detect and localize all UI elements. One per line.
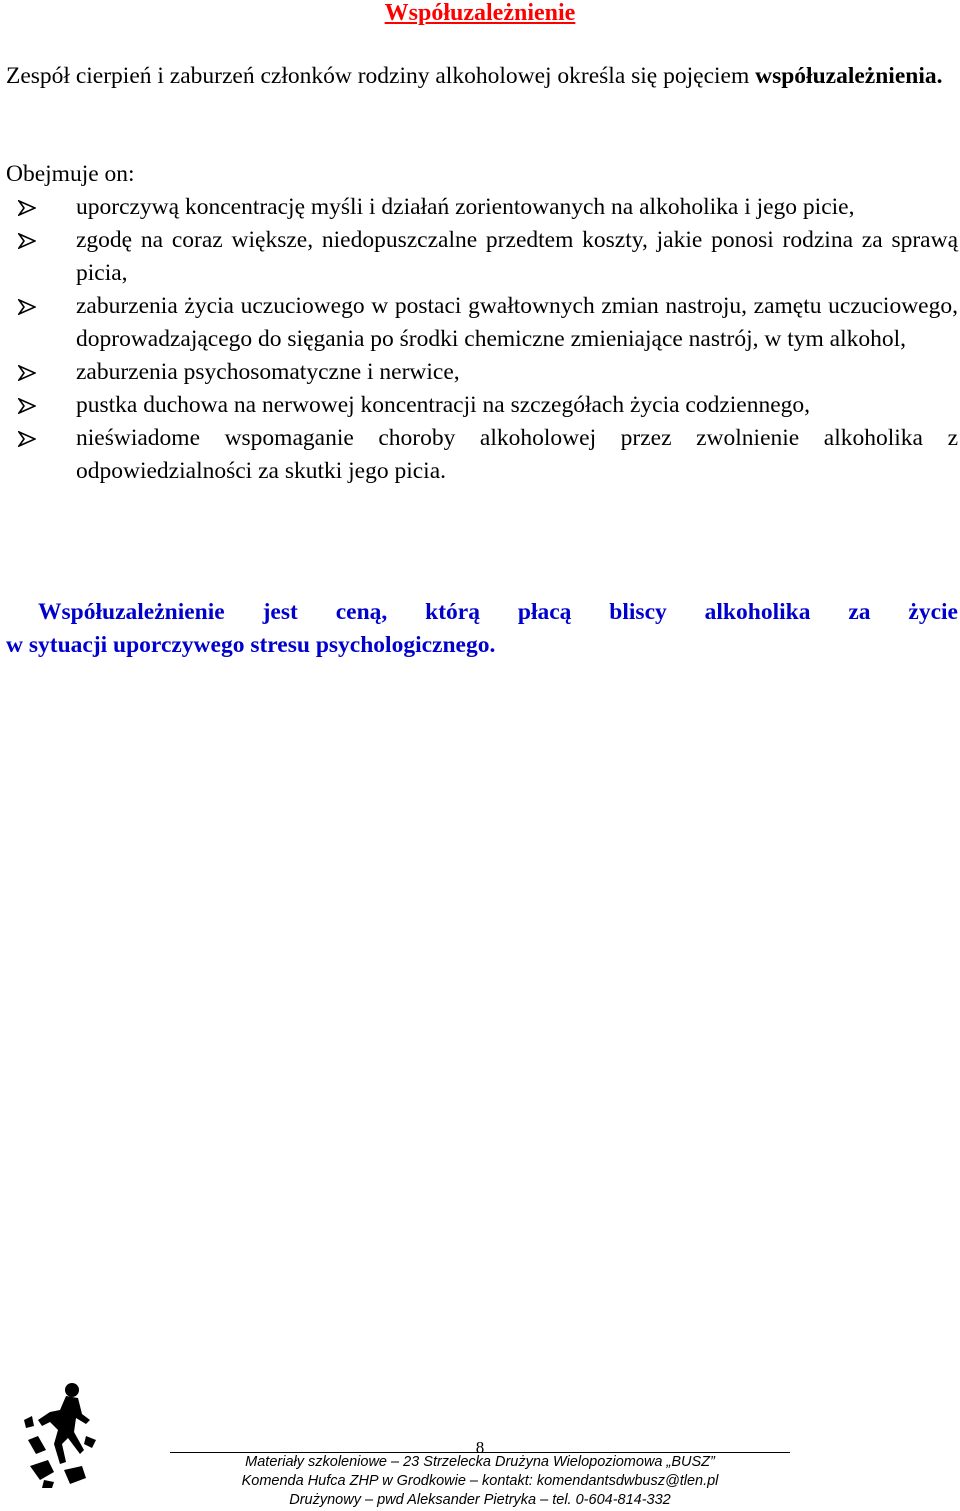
- arrowhead-bullet-icon: [18, 365, 36, 381]
- footer-line-leader: Drużynowy – pwd Aleksander Pietryka – tel. 0-604-814-332: [289, 1492, 671, 1508]
- definition-paragraph: [6, 60, 958, 93]
- list-item: [0, 191, 958, 224]
- list-item-text: zgodę na coraz większe, niedopuszczalne przedtem koszty, jakie ponosi rodzina za sprawą picia,: [76, 227, 958, 286]
- list-item: [0, 224, 958, 290]
- list-item: [0, 290, 958, 356]
- list-item-text: pustka duchowa na nerwowej koncentracji na szczegółach życia codziennego,: [76, 392, 811, 418]
- list-item-text: uporczywą koncentrację myśli i działań zorientowanych na alkoholika i jego picie,: [76, 194, 855, 220]
- page-number: 8: [475, 1438, 485, 1457]
- arrowhead-bullet-icon: [18, 431, 36, 447]
- summary-statement: [6, 596, 958, 662]
- scout-figure-logo-icon: [20, 1380, 100, 1490]
- arrowhead-bullet-icon: [18, 398, 36, 414]
- definition-text: Zespół cierpień i zaburzeń członków rodziny alkoholowej określa się pojęciem: [6, 63, 756, 89]
- list-intro: Obejmuje on:: [6, 161, 135, 187]
- footer-lines: [170, 1453, 790, 1510]
- summary-line-1: Współuzależnienie jest ceną, którą płacą bliscy alkoholika za życie: [38, 599, 958, 625]
- arrowhead-bullet-icon: [18, 233, 36, 249]
- list-item: [0, 356, 958, 389]
- list-item: [0, 389, 958, 422]
- page-title: Współuzależnienie: [384, 0, 576, 26]
- footer-line-materials: Materiały szkoleniowe – 23 Strzelecka Drużyna Wielopoziomowa „BUSZ”: [245, 1454, 715, 1470]
- summary-line-2: w sytuacji uporczywego stresu psychologicznego.: [6, 632, 496, 658]
- definition-term: współuzależnienia.: [755, 63, 943, 89]
- list-item: [0, 422, 958, 488]
- symptom-list: [0, 191, 958, 488]
- footer-line-contact: Komenda Hufca ZHP w Grodkowie – kontakt: komendantsdwbusz@tlen.pl: [241, 1473, 719, 1489]
- arrowhead-bullet-icon: [18, 299, 36, 315]
- list-item-text: zaburzenia życia uczuciowego w postaci gwałtownych zmian nastroju, zamętu uczuciowego, doprowadzającego do sięgania po środki chemiczne zmieniające nastrój, w tym alkohol,: [76, 293, 958, 352]
- arrowhead-bullet-icon: [18, 200, 36, 216]
- list-item-text: nieświadome wspomaganie choroby alkoholowej przez zwolnienie alkoholika z odpowiedzialności za skutki jego picia.: [76, 425, 958, 484]
- list-item-text: zaburzenia psychosomatyczne i nerwice,: [76, 359, 460, 385]
